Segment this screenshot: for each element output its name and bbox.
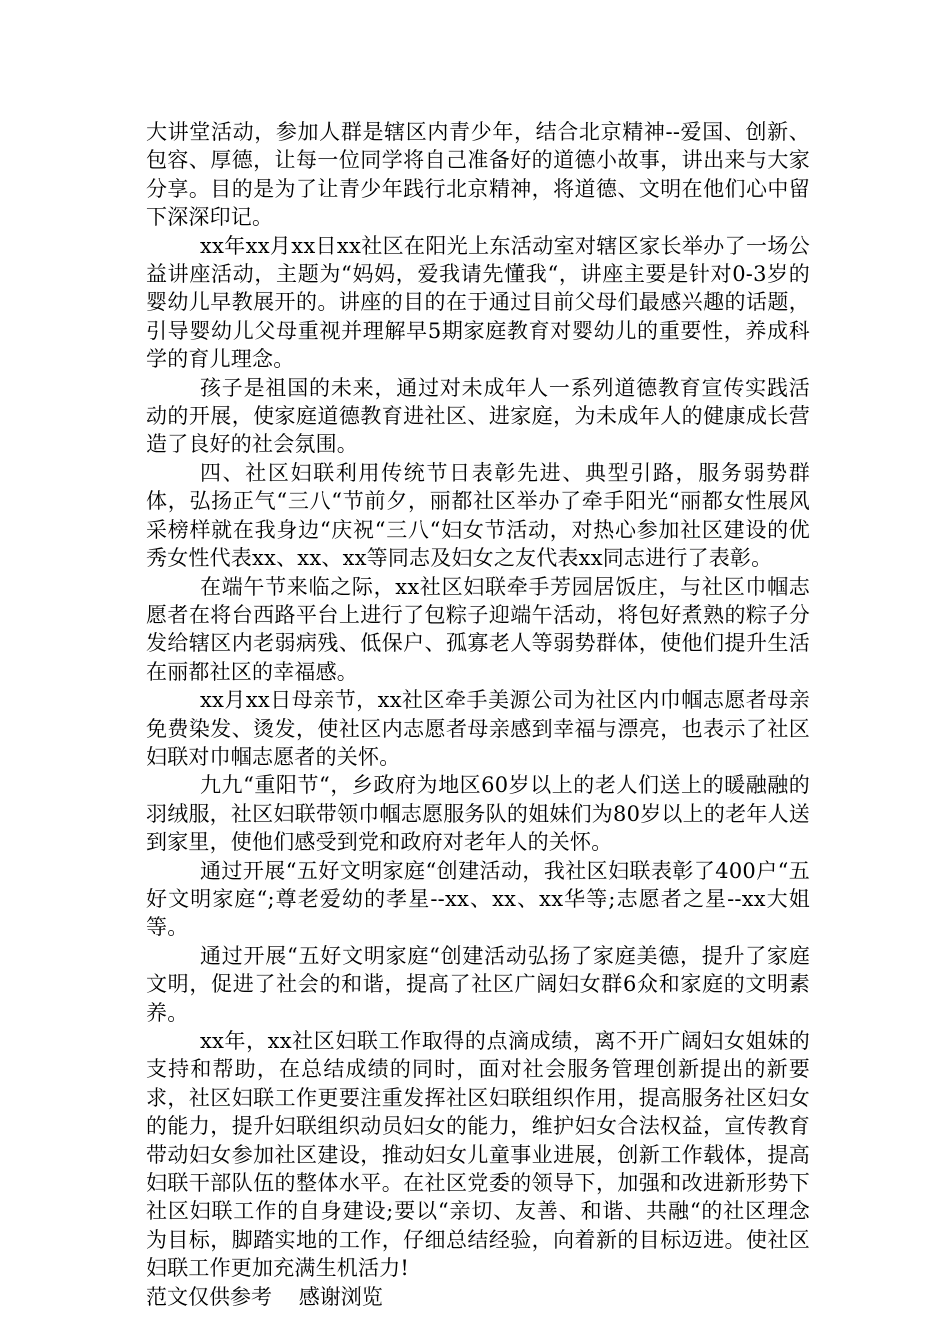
paragraph-4: 四、社区妇联利用传统节日表彰先进、典型引路，服务弱势群体，弘扬正气“三八“节前夕，丽都社区举办了牵手阳光“丽都女性展风采榜样就在我身边“庆祝“三八“妇女节活动，对热心参加社区建设的优秀女性代表xx、xx、xx等同志及妇女之友代表xx同志进行了表彰。 [146,460,810,571]
paragraph-2: xx年xx月xx日xx社区在阳光上东活动室对辖区家长举办了一场公益讲座活动，主题为“妈妈，爱我请先懂我“，讲座主要是针对0-3岁的婴幼儿早教展开的。讲座的目的在于通过目前父母们最感兴趣的话题，引导婴幼儿父母重视并理解早5期家庭教育对婴幼儿的重要性，养成科学的育儿理念。 [146,233,810,372]
paragraph-6: xx月xx日母亲节，xx社区牵手美源公司为社区内巾帼志愿者母亲免费染发、烫发，使社区内志愿者母亲感到幸福与漂亮，也表示了社区妇联对巾帼志愿者的关怀。 [146,688,810,769]
document-page [146,118,810,1311]
paragraph-1: 大讲堂活动，参加人群是辖区内青少年，结合北京精神--爱国、创新、包容、厚德，让每一位同学将自己准备好的道德小故事，讲出来与大家分享。目的是为了让青少年践行北京精神，将道德、文明在他们心中留下深深印记。 [146,120,810,230]
paragraph-7: 九九“重阳节“，乡政府为地区60岁以上的老人们送上的暖融融的羽绒服，社区妇联带领巾帼志愿服务队的姐妹们为80岁以上的老年人送到家里，使他们感受到党和政府对老年人的关怀。 [146,773,810,855]
footer-note: 范文仅供参考 感谢浏览 [146,1284,383,1309]
paragraph-10: xx年，xx社区妇联工作取得的点滴成绩，离不开广阔妇女姐妹的支持和帮助，在总结成绩的同时，面对社会服务管理创新提出的新要求，社区妇联工作更要注重发挥社区妇联组织作用，提高服务社区妇女的能力，提升妇联组织动员妇女的能力，维护妇女合法权益，宣传教育带动妇女参加社区建设，推动妇女儿童事业进展，创新工作载体，提高妇联干部队伍的整体水平。在社区党委的领导下，加强和改进新形势下社区妇联工作的自身建设;要以“亲切、友善、和谐、共融“的社区理念为目标，脚踏实地的工作，仔细总结经验，向着新的目标迈进。使社区妇联工作更加充满生机活力! [146,1029,810,1281]
paragraph-3: 孩子是祖国的未来，通过对未成年人一系列道德教育宣传实践活动的开展，使家庭道德教育进社区、进家庭，为未成年人的健康成长营造了良好的社会氛围。 [146,375,810,457]
paragraph-9: 通过开展“五好文明家庭“创建活动弘扬了家庭美德，提升了家庭文明，促进了社会的和谐，提高了社区广阔妇女群6众和家庭的文明素养。 [146,943,810,1025]
paragraph-5: 在端午节来临之际，xx社区妇联牵手芳园居饭庄，与社区巾帼志愿者在将台西路平台上进行了包粽子迎端午活动，将包好煮熟的粽子分发给辖区内老弱病残、低保户、孤寡老人等弱势群体，使他们提升生活在丽都社区的幸福感。 [146,574,810,684]
paragraph-8: 通过开展“五好文明家庭“创建活动，我社区妇联表彰了400户“五好文明家庭“;尊老爱幼的孝星--xx、xx、xx华等;志愿者之星--xx大姐等。 [146,858,810,940]
